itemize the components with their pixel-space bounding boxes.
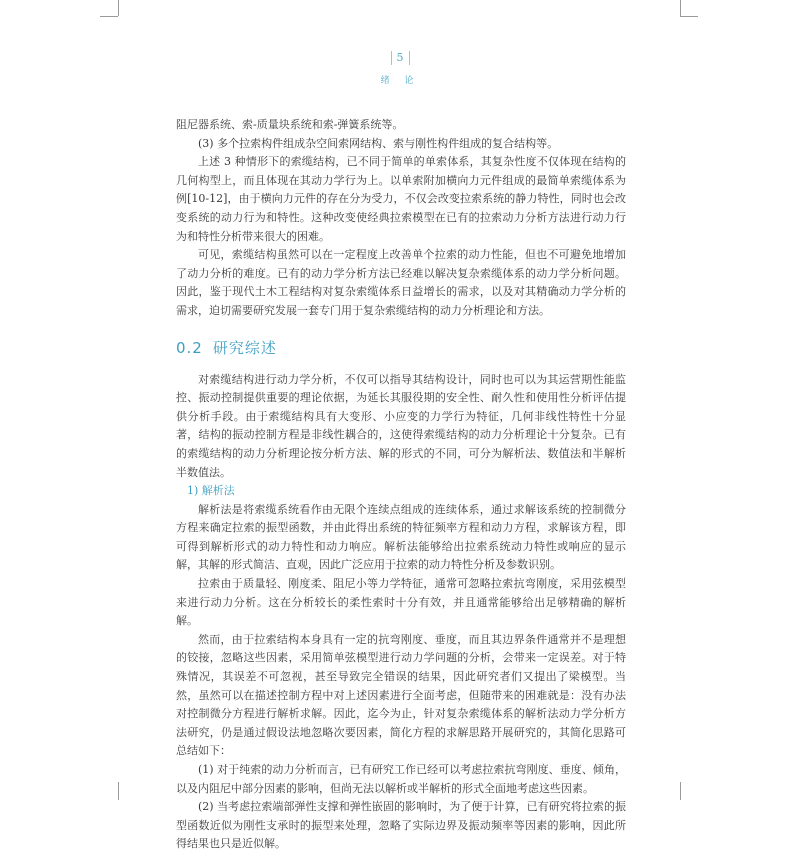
analytic-method-paragraphs [176, 501, 626, 854]
paragraph: 解析法是将索缆系统看作由无限个连续点组成的连续体系，通过求解该系统的控制微分方程来确定拉索的振型函数，并由此得出系统的特征频率方程和动力方程，求解该方程，即可得到解析形式的动力特性和动力响应。解析法能够给出拉索系统动力特性或响应的显示解，其解的形式简洁、直观，因此广泛应用于拉索的动力特性分析及参数识别。 [176, 502, 626, 572]
crop-mark-bottom-left [118, 782, 119, 800]
subsection-heading: 1) 解析法 [187, 484, 235, 498]
section-heading [176, 339, 626, 357]
paragraph: (2) 当考虑拉索端部弹性支撑和弹性嵌固的影响时，为了便于计算，已有研究将拉索的振型函数近似为刚性支承时的振型来处理，忽略了实际边界及振动频率等因素的影响，因此所得结果也只是近似解。 [176, 800, 626, 851]
section-title: 研究综述 [212, 338, 277, 357]
paragraph: (3) 多个拉索构件组成杂空间索网结构、索与刚性构件组成的复合结构等。 [198, 136, 559, 150]
paragraph: (1) 对于纯索的动力分析而言，已有研究工作已经可以考虑拉索抗弯刚度、垂度、倾角，以及内阻尼中部分因素的影响，但尚无法以解析或半解析的形式全面地考虑这些因素。 [176, 763, 626, 795]
paragraph: 对索缆结构进行动力学分析，不仅可以指导其结构设计，同时也可以为其运营期性能监控、振动控制提供重要的理论依据，为延长其服役期的安全性、耐久性和使用性分析评估提供分析手段。由于索缆结构具有大变形、小应变的力学行为特征，几何非线性特性十分显著，结构的振动控制方程是非线性耦合的，这使得索缆结构的动力分析理论十分复杂。已有的索缆结构的动力分析理论按分析方法、解的形式的不同，可分为解析法、数值法和半解析半数值法。 [176, 372, 626, 479]
crop-mark-top-left-horizontal [100, 16, 118, 17]
paragraph: 可见，索缆结构虽然可以在一定程度上改善单个拉索的动力性能，但也不可避免地增加了动力分析的难度。已有的动力学分析方法已经难以解决复杂索缆体系的动力学分析问题。因此，鉴于现代土木工程结构对复杂索缆体系日益增长的需求，以及对其精确动力学分析的需求，迫切需要研究发展一套专门用于复杂索缆结构的动力分析理论和方法。 [176, 248, 626, 317]
paragraph: 上述 3 种情形下的索缆结构，已不同于简单的单索体系，其复杂性度不仅体现在结构的几何构型上，而且体现在其动力学行为上。以单索附加横向力元件组成的最简单索缆体系为例[10-12]，由于横向力元件的存在分为受力，不仅会改变拉索系统的静力特性，同时也会改变系统的动力行为和特性。这种改变使经典拉索模型在已有的拉索动力分析方法进行动力行为和特性分析带来很大的困难。 [176, 155, 626, 243]
section-number: 0.2 [176, 338, 203, 357]
page-header [0, 46, 800, 86]
paragraph: 阻尼器系统、索-质量块系统和索-弹簧系统等。 [176, 118, 404, 131]
intro-paragraphs [176, 116, 626, 321]
crop-mark-bottom-right [680, 782, 681, 800]
paragraph: 然而，由于拉索结构本身具有一定的抗弯刚度、垂度，而且其边界条件通常并不是理想的铰接，忽略这些因素，采用简单弦模型进行动力学问题的分析，会带来一定误差。对于特殊情况，其误差不可忽视，甚至导致完全错误的结果，因此研究者们又提出了梁模型。当然，虽然可以在描述控制方程中对上述因素进行全面考虑，但随带来的困难就是：没有办法对控制微分方程进行解析求解。因此，迄今为止，针对复杂索缆体系的解析法动力学分析方法研究，仍是通过假设法地忽略次要因素，简化方程的求解思路开展研究的，其简化思路可总结如下： [176, 632, 626, 758]
paragraph: 拉索由于质量轻、刚度柔、阻尼小等力学特征，通常可忽略拉索抗弯刚度，采用弦模型来进行动力分析。这在分析较长的柔性索时十分有效，并且通常能够给出足够精确的解析解。 [176, 577, 626, 628]
crop-mark-top-left [118, 0, 119, 16]
running-title: 绪 论 [380, 76, 420, 86]
crop-mark-top-right-horizontal [680, 16, 698, 17]
review-paragraphs [176, 371, 626, 483]
page-number: 5 [391, 51, 410, 65]
crop-mark-top-right [680, 0, 681, 16]
page-body [176, 116, 626, 854]
